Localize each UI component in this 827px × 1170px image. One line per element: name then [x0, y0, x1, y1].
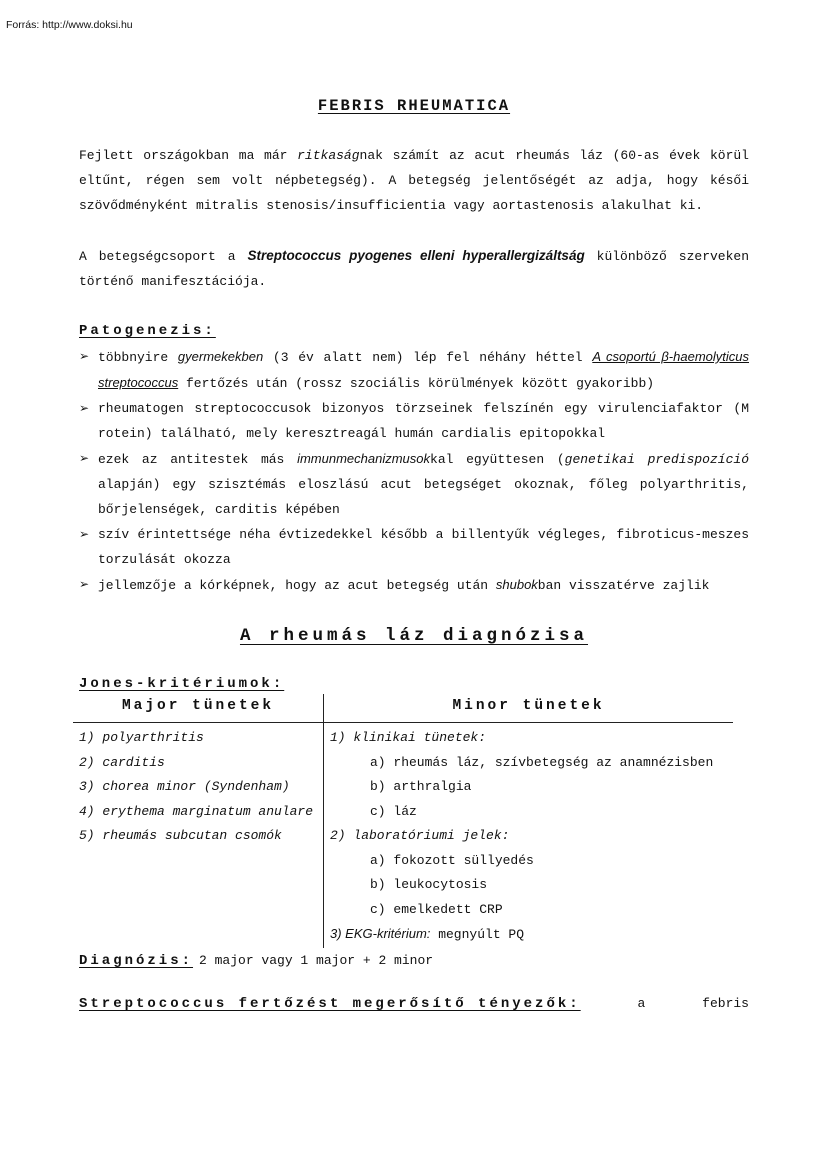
- list-item: a) rheumás láz, szívbetegség az anamnézisben: [370, 754, 714, 770]
- patogenezis-heading: Patogenezis:: [79, 323, 216, 339]
- list-item: ➢ jellemzője a kórképnek, hogy az acut betegség után shubokban visszatérve zajlik: [79, 572, 749, 598]
- list-item: ➢ ezek az antitestek más immunmechanizmusokkal együttesen (genetikai predispozíció alapján) egy szisztémás eloszlású acut betegséget okoznak, főleg polyarthritis, bőrjelenségek, carditis képében: [79, 446, 749, 522]
- minor-column-header: Minor tünetek: [452, 698, 605, 714]
- list-item: ➢ rheumatogen streptococcusok bizonyos törzseinek felszínén egy virulenciafaktor (M rotein) található, mely keresztreagál humán cardialis epitopokkal: [79, 396, 749, 446]
- intro-paragraph-1: Fejlett országokban ma már ritkaságnak számít az acut rheumás láz (60-as évek körül eltűnt, régen sem volt népbetegség). A betegség jelentőségét az adja, hogy késői szövődményként mitralis stenosis/insufficientia vagy aortastenosis alakulhat ki.: [79, 148, 749, 213]
- source-label: Forrás: http://www.doksi.hu: [6, 19, 133, 31]
- list-item: b) leukocytosis: [370, 877, 488, 892]
- major-column-header: Major tünetek: [73, 694, 324, 723]
- arrow-bullet-icon: ➢: [79, 349, 90, 363]
- minor-group-label: 1) klinikai tünetek:: [330, 730, 487, 745]
- list-item: 2) carditis: [79, 754, 165, 770]
- minor-symptoms: [324, 723, 734, 948]
- page-title: FEBRIS RHEUMATICA: [317, 97, 511, 115]
- jones-criteria-table: [73, 694, 733, 948]
- document-body: [79, 97, 749, 1015]
- strep-heading: Streptococcus fertőzést megerősítő tényezők:: [79, 995, 581, 1012]
- list-item: 4) erythema marginatum anulare: [79, 803, 314, 819]
- arrow-bullet-icon: ➢: [79, 577, 90, 591]
- minor-group-label: 2) laboratóriumi jelek:: [330, 828, 510, 843]
- list-item: 1) polyarthritis: [79, 730, 204, 745]
- strep-heading-line: Streptococcus fertőzést megerősítő tényezők: a febris: [79, 993, 749, 1015]
- list-item: 5) rheumás subcutan csomók: [79, 828, 282, 843]
- list-item: ➢ többnyire gyermekekben (3 év alatt nem) lép fel néhány héttel A csoportú β-haemolyticus streptococcus fertőzés után (rossz szociális körülmények között gyakoribb): [79, 344, 749, 396]
- intro-paragraph-2: A betegségcsoport a Streptococcus pyogenes elleni hyperallergizáltság különböző szerveken történő manifesztációja.: [79, 248, 749, 289]
- major-symptoms: [73, 723, 324, 948]
- diagnosis-section-title: A rheumás láz diagnózisa: [239, 626, 589, 646]
- list-item: ➢ szív érintettsége néha évtizedekkel később a billentyűk végleges, fibroticus-meszes torzulását okozza: [79, 522, 749, 572]
- arrow-bullet-icon: ➢: [79, 401, 90, 415]
- list-item: 3) chorea minor (Syndenham): [79, 779, 290, 794]
- list-item: c) láz: [370, 803, 417, 819]
- patogenezis-list: [79, 344, 749, 598]
- list-item: b) arthralgia: [370, 779, 472, 794]
- list-item: c) emelkedett CRP: [370, 901, 503, 917]
- list-item: a) fokozott süllyedés: [370, 852, 534, 868]
- arrow-bullet-icon: ➢: [79, 527, 90, 541]
- jones-heading: Jones-kritériumok:: [79, 676, 285, 692]
- minor-group-label: 3) EKG-kritérium: megnyúlt PQ: [330, 926, 525, 942]
- diagnosis-rule: Diagnózis: 2 major vagy 1 major + 2 minor: [79, 952, 434, 969]
- arrow-bullet-icon: ➢: [79, 451, 90, 465]
